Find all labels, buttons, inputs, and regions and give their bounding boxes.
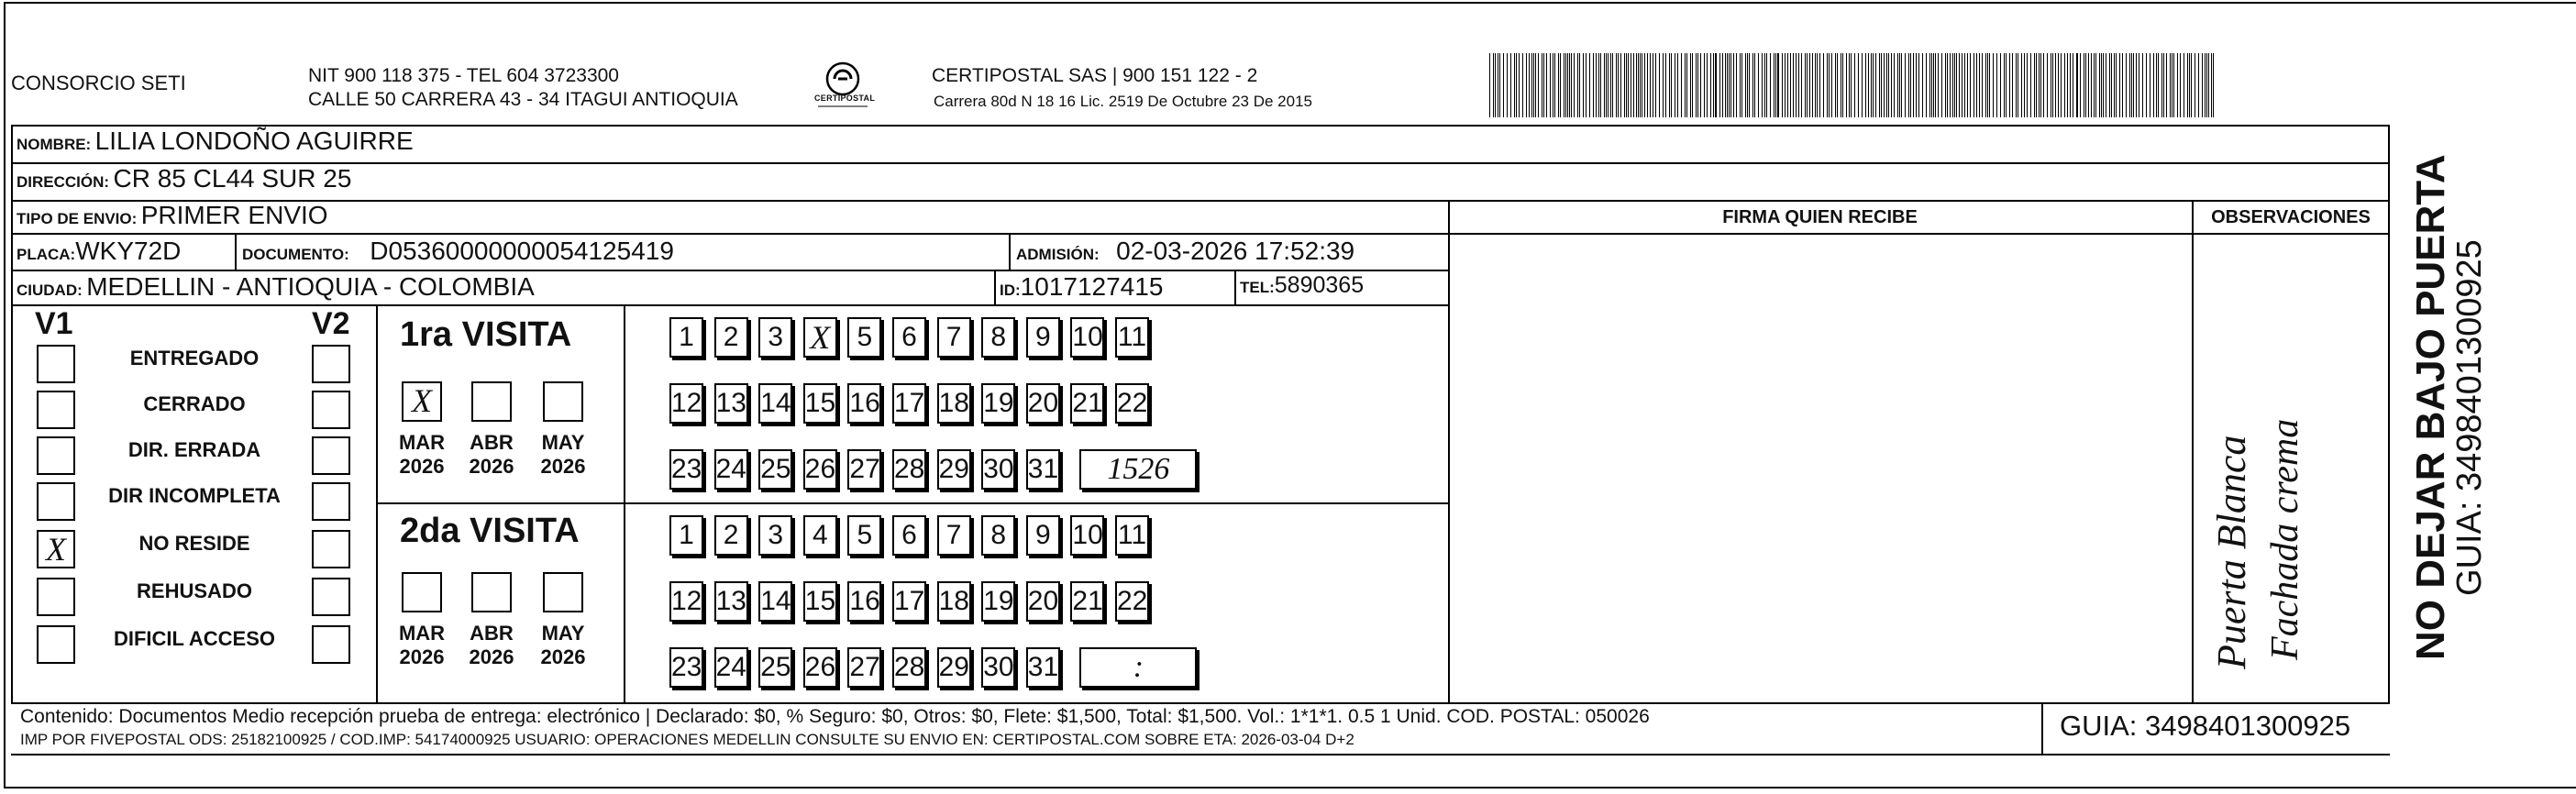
admision-label: ADMISIÓN: xyxy=(1016,246,1100,263)
day-box: 6 xyxy=(892,317,926,358)
status-option-label: ENTREGADO xyxy=(129,347,260,369)
status-option-label: DIR. ERRADA xyxy=(127,438,261,461)
month-year: 2026 xyxy=(469,645,514,668)
day-box: 29 xyxy=(937,647,971,688)
day-box: 1 xyxy=(669,317,703,358)
outer-frame xyxy=(4,2,2576,788)
footer-rule xyxy=(11,702,2390,704)
placa-divider xyxy=(235,235,237,270)
rule-nombre xyxy=(11,162,2390,164)
month-checkbox xyxy=(402,572,442,612)
obs-divider xyxy=(2192,200,2194,702)
month-checkbox xyxy=(471,381,512,422)
documento-value: D05360000000054125419 xyxy=(370,237,674,265)
day-box: 29 xyxy=(937,449,971,490)
status-option-label: DIFICIL ACCESO xyxy=(113,627,275,650)
status-option-label: NO RESIDE xyxy=(138,532,250,555)
day-box: 26 xyxy=(803,647,837,688)
day-box: 15 xyxy=(803,581,837,622)
tel-row xyxy=(1240,272,1364,299)
footer-contenido: Contenido: Documentos Medio recepción prueba de entrega: electrónico | Declarado: $0, % Seguro: $0, Otros: $0, Flete: $1,500, Total: $1,500. Vol.: 1*1*1. 0.5 1 Unid. COD. POSTAL: 050026 xyxy=(20,706,1650,727)
month-checkbox xyxy=(471,572,512,612)
v2-checkbox xyxy=(312,391,350,429)
day-box: 24 xyxy=(714,647,748,688)
day-box: 9 xyxy=(1026,515,1060,556)
day-box: 4 xyxy=(803,515,837,556)
v2-checkbox xyxy=(312,345,350,383)
day-box: 27 xyxy=(847,647,881,688)
day-box: 2 xyxy=(714,317,748,358)
nombre-value: LILIA LONDOÑO AGUIRRE xyxy=(94,127,414,155)
firma-divider xyxy=(1448,200,1450,702)
nombre-label: NOMBRE: xyxy=(17,136,92,153)
left-border xyxy=(11,125,13,702)
status-option-label: CERRADO xyxy=(143,392,246,415)
id-value: 1017127415 xyxy=(1020,272,1164,301)
status-option-label: DIR INCOMPLETA xyxy=(108,484,281,507)
v1-checkbox xyxy=(37,391,75,429)
day-box: 25 xyxy=(758,449,792,490)
day-box: 12 xyxy=(669,383,703,424)
time-box: : xyxy=(1079,647,1197,688)
observaciones-label: OBSERVACIONES xyxy=(2211,207,2371,227)
ciudad-value: MEDELLIN - ANTIOQUIA - COLOMBIA xyxy=(86,272,535,301)
direccion-label: DIRECCIÓN: xyxy=(17,173,110,191)
id-label: ID: xyxy=(1000,281,1021,299)
direccion-row xyxy=(17,164,351,193)
day-box: 21 xyxy=(1070,383,1104,424)
month-label: ABR xyxy=(470,622,514,645)
day-box: 11 xyxy=(1115,317,1149,358)
day-box: 3 xyxy=(758,317,792,358)
ciudad-row xyxy=(17,272,535,302)
day-box: 18 xyxy=(937,581,971,622)
day-box: 20 xyxy=(1026,581,1060,622)
day-box: 27 xyxy=(847,449,881,490)
day-box: 5 xyxy=(847,317,881,358)
day-box: X xyxy=(803,317,837,358)
direccion-value: CR 85 CL44 SUR 25 xyxy=(113,164,352,193)
day-box: 18 xyxy=(937,383,971,424)
day-box: 10 xyxy=(1070,317,1104,358)
footer-bottom-rule xyxy=(11,754,2390,755)
day-box: 7 xyxy=(937,515,971,556)
day-box: 22 xyxy=(1115,383,1149,424)
day-box: 14 xyxy=(758,581,792,622)
day-box: 16 xyxy=(847,581,881,622)
month-checkbox xyxy=(543,572,583,612)
v2-checkbox xyxy=(312,578,350,616)
month-year: 2026 xyxy=(469,455,514,478)
info-right-border xyxy=(2388,125,2390,702)
day-box: 12 xyxy=(669,581,703,622)
day-box: 15 xyxy=(803,383,837,424)
month-year: 2026 xyxy=(540,645,586,668)
day-box: 8 xyxy=(981,317,1015,358)
placa-value: WKY72D xyxy=(75,237,182,265)
month-label: MAR xyxy=(398,431,446,454)
day-box: 17 xyxy=(892,581,926,622)
day-box: 8 xyxy=(981,515,1015,556)
side-guia: GUIA: 3498401300925 xyxy=(2450,239,2489,596)
tipo-row xyxy=(17,201,328,230)
footer-guia: GUIA: 3498401300925 xyxy=(2060,710,2351,742)
tipo-label: TIPO DE ENVIO: xyxy=(17,210,138,227)
v1-checkbox xyxy=(37,436,75,475)
documento-label: DOCUMENTO: xyxy=(242,246,349,263)
day-box: 11 xyxy=(1115,515,1149,556)
day-box: 6 xyxy=(892,515,926,556)
month-checkbox xyxy=(543,381,583,422)
day-box: 13 xyxy=(714,581,748,622)
day-box: 26 xyxy=(803,449,837,490)
certipostal-logo xyxy=(811,59,875,114)
day-box: 9 xyxy=(1026,317,1060,358)
certipostal-address: Carrera 80d N 18 16 Lic. 2519 De Octubre 23 De 2015 xyxy=(934,93,1312,110)
day-box: 13 xyxy=(714,383,748,424)
month-year: 2026 xyxy=(540,455,586,478)
rule-placa xyxy=(11,270,1449,271)
month-label: ABR xyxy=(470,431,514,454)
v2-checkbox xyxy=(312,530,350,568)
day-box: 31 xyxy=(1026,647,1060,688)
documento-row xyxy=(242,237,674,266)
footer-guia-divider xyxy=(2041,702,2043,755)
v1-checkbox xyxy=(37,578,75,616)
logo-text: CERTIPOSTAL xyxy=(814,94,876,103)
address-line: CALLE 50 CARRERA 43 - 34 ITAGUI ANTIOQUIA xyxy=(308,89,738,110)
month-year: 2026 xyxy=(399,645,445,668)
firma-header-rule xyxy=(1448,233,2389,235)
v2-label: V2 xyxy=(312,306,350,341)
id-divider xyxy=(994,270,996,304)
day-box: 28 xyxy=(892,647,926,688)
certipostal-name: CERTIPOSTAL SAS | 900 151 122 - 2 xyxy=(932,65,1258,86)
v1-checkbox xyxy=(37,482,75,521)
day-box: 31 xyxy=(1026,449,1060,490)
rule-ciudad xyxy=(11,304,1449,306)
v1-checkbox xyxy=(37,625,75,664)
day-box: 22 xyxy=(1115,581,1149,622)
day-box: 1 xyxy=(669,515,703,556)
placa-label: PLACA: xyxy=(17,246,76,263)
tel-divider xyxy=(1234,270,1236,304)
day-box: 10 xyxy=(1070,515,1104,556)
side-notice: NO DEJAR BAJO PUERTA xyxy=(2408,154,2453,660)
day-box: 16 xyxy=(847,383,881,424)
day-box: 30 xyxy=(981,647,1015,688)
barcode xyxy=(1489,53,2221,117)
day-box: 14 xyxy=(758,383,792,424)
month-label: MAY xyxy=(541,431,585,454)
v1-checkbox: X xyxy=(37,530,75,568)
time-box: 1526 xyxy=(1079,449,1197,490)
tel-label: TEL: xyxy=(1240,279,1275,296)
id-row xyxy=(1000,272,1163,302)
day-box: 3 xyxy=(758,515,792,556)
tipo-value: PRIMER ENVIO xyxy=(140,201,328,229)
day-box: 21 xyxy=(1070,581,1104,622)
visit1-title: 1ra VISITA xyxy=(400,315,572,354)
v1-checkbox xyxy=(37,345,75,383)
day-box: 5 xyxy=(847,515,881,556)
company-name: CONSORCIO SETI xyxy=(11,72,186,94)
day-box: 17 xyxy=(892,383,926,424)
visit2-title: 2da VISITA xyxy=(400,512,580,550)
day-box: 28 xyxy=(892,449,926,490)
day-box: 23 xyxy=(669,449,703,490)
month-label: MAY xyxy=(541,622,585,645)
day-box: 7 xyxy=(937,317,971,358)
footer-imp: IMP POR FIVEPOSTAL ODS: 25182100925 / COD.IMP: 54174000925 USUARIO: OPERACIONES MEDELLIN CONSULTE SU ENVIO EN: CERTIPOSTAL.COM SOBRE ETA: 2026-03-04 D+2 xyxy=(20,731,1354,748)
day-box: 25 xyxy=(758,647,792,688)
nit-line: NIT 900 118 375 - TEL 604 3723300 xyxy=(308,65,619,86)
admision-divider xyxy=(1009,235,1011,270)
day-box: 2 xyxy=(714,515,748,556)
day-box: 19 xyxy=(981,581,1015,622)
tel-value: 5890365 xyxy=(1274,272,1365,298)
day-box: 24 xyxy=(714,449,748,490)
month-year: 2026 xyxy=(399,455,445,478)
day-box: 19 xyxy=(981,383,1015,424)
placa-row xyxy=(17,237,181,266)
day-box: 20 xyxy=(1026,383,1060,424)
rule-tipo xyxy=(11,233,1449,235)
firma-label: FIRMA QUIEN RECIBE xyxy=(1722,207,1918,227)
nombre-row xyxy=(17,127,414,156)
month-checkbox: X xyxy=(402,381,442,422)
v2-checkbox xyxy=(312,436,350,475)
v2-checkbox xyxy=(312,482,350,521)
month-label: MAR xyxy=(398,622,446,645)
rule-direccion xyxy=(11,200,2390,202)
handwritten-obs-1: Puerta Blanca xyxy=(2209,435,2254,669)
day-box: 30 xyxy=(981,449,1015,490)
ciudad-label: CIUDAD: xyxy=(17,281,83,299)
handwritten-obs-2: Fachada crema xyxy=(2264,418,2306,660)
admision-row xyxy=(1016,237,1354,266)
visita-mid-rule xyxy=(376,502,1449,504)
status-option-label: REHUSADO xyxy=(137,579,252,602)
day-box: 23 xyxy=(669,647,703,688)
admision-value: 02-03-2026 17:52:39 xyxy=(1116,237,1355,265)
v2-checkbox xyxy=(312,625,350,664)
v1-label: V1 xyxy=(35,306,73,341)
